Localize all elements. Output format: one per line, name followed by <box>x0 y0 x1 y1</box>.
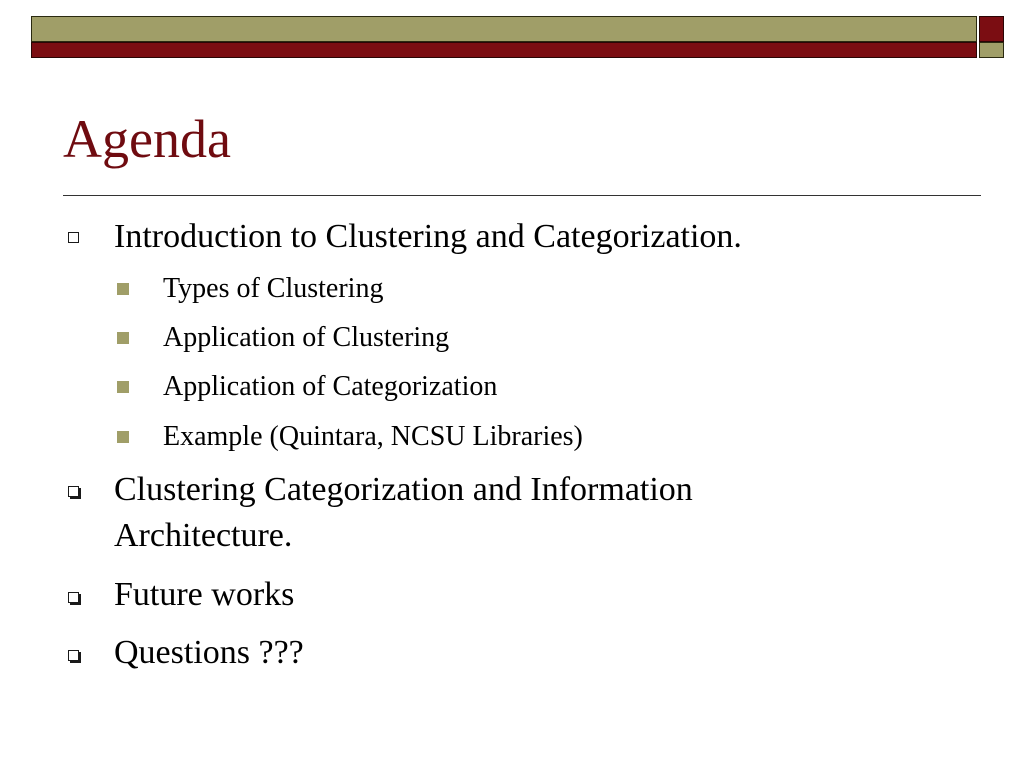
agenda-item-information-architecture: Clustering Categorization and Information Architecture. <box>114 471 693 554</box>
sub-item-application-of-categorization: Application of Categorization <box>163 371 498 402</box>
sub-item-types-of-clustering: Types of Clustering <box>163 273 384 304</box>
hollow-square-icon <box>68 650 79 661</box>
slide-title: Agenda <box>63 109 231 169</box>
agenda-item-introduction: Introduction to Clustering and Categorization. <box>114 218 742 255</box>
sub-item-example: Example (Quintara, NCSU Libraries) <box>163 421 583 452</box>
filled-square-icon <box>117 283 129 295</box>
filled-square-icon <box>117 381 129 393</box>
agenda-item-future-works: Future works <box>114 576 295 613</box>
filled-square-icon <box>117 431 129 443</box>
hollow-square-icon <box>68 486 79 497</box>
sub-item-application-of-clustering: Application of Clustering <box>163 322 450 353</box>
filled-square-icon <box>117 332 129 344</box>
hollow-square-icon <box>68 232 79 243</box>
agenda-item-questions: Questions ??? <box>114 634 304 671</box>
hollow-square-icon <box>68 592 79 603</box>
